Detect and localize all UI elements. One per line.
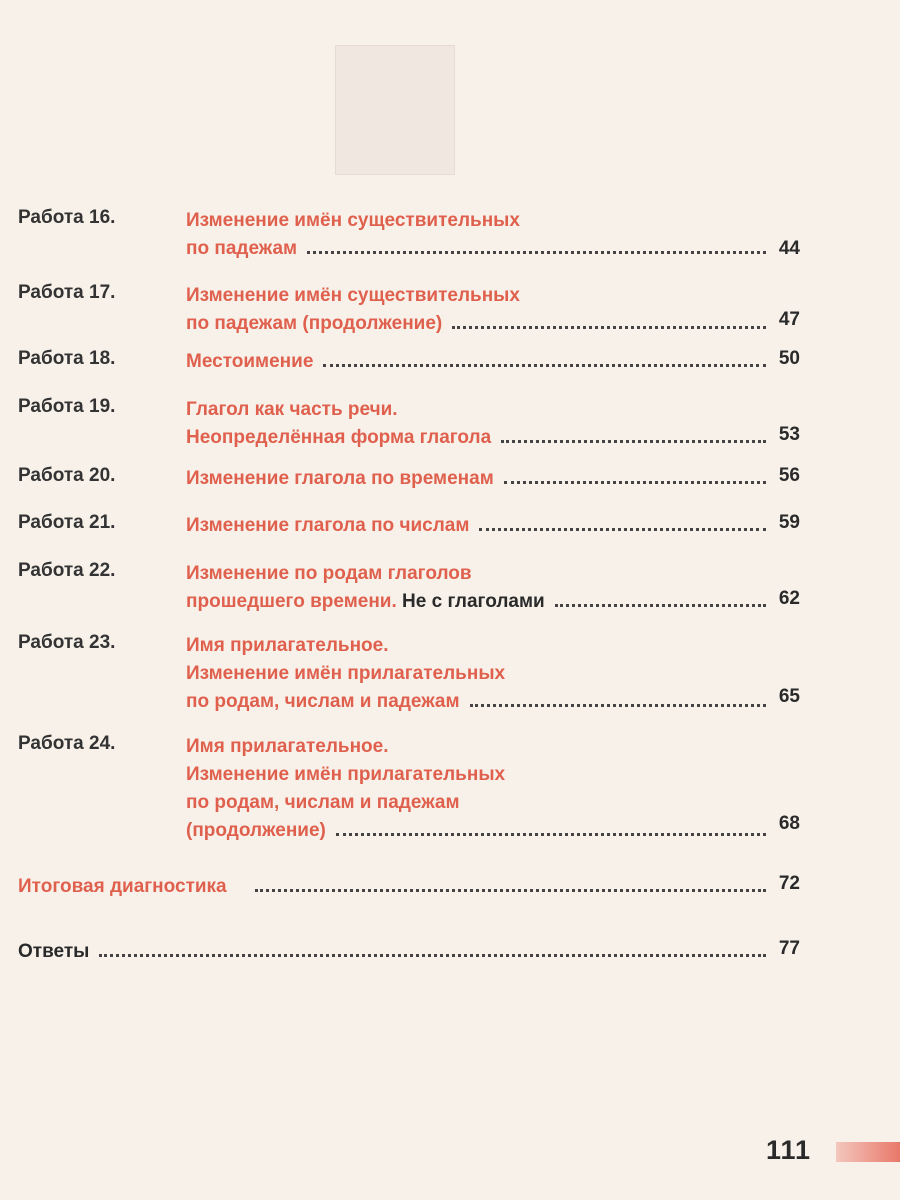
leader-dots [555, 588, 766, 607]
entry-page-number: 50 [778, 348, 800, 369]
page-number: 111 [766, 1135, 812, 1165]
entry-page-number: 53 [778, 424, 800, 445]
entry-title: Итоговая диагностика [18, 873, 776, 901]
entry-title: Местоимение [186, 348, 776, 376]
entry-title: Имя прилагательное. Изменение имён прилагательных по родам, числам и падежам [186, 632, 776, 716]
entry-page-number: 59 [778, 512, 800, 533]
entry-page-number: 56 [778, 465, 800, 486]
entry-title: Имя прилагательное. Изменение имён прилагательных по родам, числам и падежам (продолжение) [186, 733, 776, 845]
entry-page-number: 68 [778, 813, 800, 834]
bleed-through-image [335, 45, 455, 175]
leader-dots [307, 235, 766, 254]
entry-page-number: 44 [778, 238, 800, 259]
leader-dots [470, 688, 766, 707]
entry-title: Изменение глагола по числам [186, 512, 776, 540]
entry-page-number: 47 [778, 309, 800, 330]
leader-dots [323, 348, 766, 367]
entry-title: Изменение имён существительных по падежам (продолжение) [186, 282, 776, 338]
entry-title-suffix: Не с глаголами [402, 591, 545, 612]
entry-page-number: 72 [778, 873, 800, 894]
entry-label: Работа 22. [18, 560, 116, 581]
entry-label: Работа 19. [18, 396, 116, 417]
entry-label: Работа 16. [18, 207, 116, 228]
entry-page-number: 77 [778, 938, 800, 959]
leader-dots [452, 310, 766, 329]
entry-title: Изменение имён существительных по падежам [186, 207, 776, 263]
entry-label: Работа 23. [18, 632, 116, 653]
leader-dots [479, 512, 766, 531]
page-corner-accent [836, 1142, 900, 1162]
leader-dots [504, 465, 766, 484]
entry-title: Ответы [18, 938, 776, 966]
entry-title: Изменение по родам глаголов прошедшего времени. Не с глаголами [186, 560, 776, 616]
entry-page-number: 65 [778, 686, 800, 707]
leader-dots [501, 424, 766, 443]
leader-dots [336, 817, 766, 836]
entry-label: Работа 24. [18, 733, 116, 754]
entry-label: Работа 20. [18, 465, 116, 486]
leader-dots [255, 873, 766, 892]
entry-title: Глагол как часть речи. Неопределённая форма глагола [186, 396, 776, 452]
entry-label: Работа 21. [18, 512, 116, 533]
entry-label: Работа 18. [18, 348, 116, 369]
entry-label: Работа 17. [18, 282, 116, 303]
leader-dots [99, 938, 766, 957]
entry-page-number: 62 [778, 588, 800, 609]
entry-title: Изменение глагола по временам [186, 465, 776, 493]
